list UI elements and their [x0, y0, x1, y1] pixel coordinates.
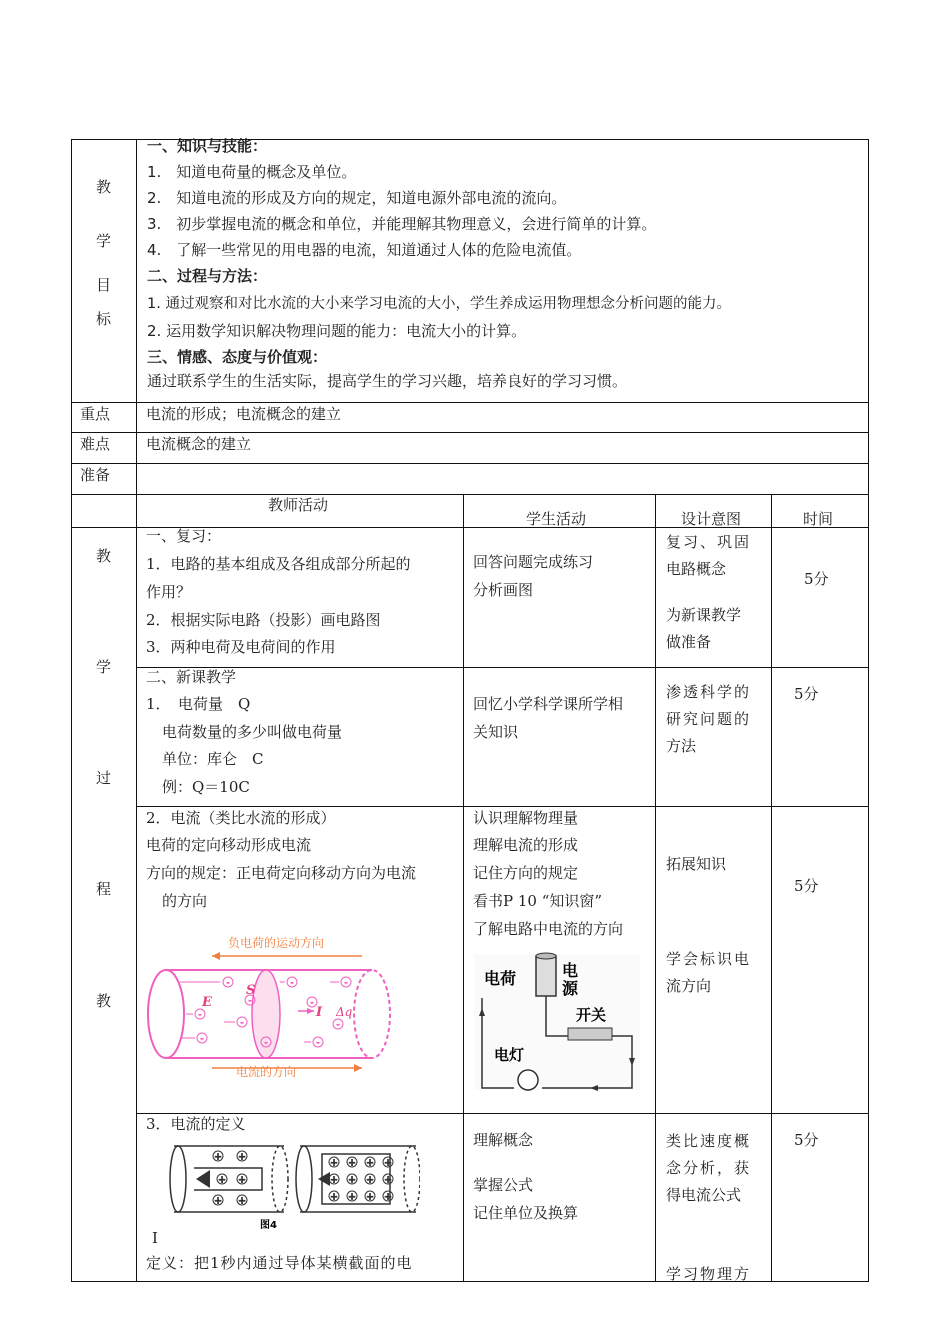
positive-charge: +: [330, 1158, 338, 1169]
student-line: 看书P 10 “知识窗”: [473, 892, 603, 910]
positive-charge: +: [348, 1192, 356, 1203]
positive-charge: +: [348, 1158, 356, 1169]
positive-charge: +: [366, 1175, 374, 1186]
design-line: 渗透科学的: [666, 683, 752, 701]
positive-charge: +: [366, 1158, 374, 1169]
design-line: 念分析，获: [666, 1159, 752, 1177]
positive-charge: +: [214, 1196, 222, 1207]
knowledge-item: 1. 知道电荷量的概念及单位。: [147, 163, 357, 181]
design-line: 做准备: [666, 633, 712, 651]
teacher-line: 1． 电荷量 Q: [146, 695, 251, 713]
teacher-line: 单位：库仑 C: [162, 750, 264, 768]
negative-charge: -: [198, 1010, 202, 1019]
positive-charge: +: [384, 1158, 392, 1169]
student-line: 分析画图: [473, 581, 534, 599]
teacher-line: 定义：把1秒内通过导体某横截面的电: [146, 1254, 413, 1272]
time-value: 5分: [794, 877, 819, 895]
student-line: 回忆小学科学课所学相: [473, 695, 624, 713]
design-line: 方法: [666, 737, 697, 755]
charge-flow-diagram: [166, 1140, 420, 1232]
label-dq: Δq: [336, 1005, 353, 1019]
label-power-1: 电: [562, 961, 579, 980]
objectives-side-char-4: 标: [96, 310, 112, 328]
design-line: 流方向: [666, 977, 712, 995]
negative-charge: -: [248, 996, 252, 1005]
figure-caption: 图4: [260, 1220, 277, 1231]
label-switch: 开关: [576, 1006, 607, 1024]
positive-charge: +: [218, 1175, 226, 1186]
student-line: 回答问题完成练习: [473, 553, 594, 571]
teacher-line: 方向的规定：正电荷定向移动方向为电流: [146, 864, 417, 882]
label-power-2: 源: [562, 979, 579, 998]
positive-charge: +: [384, 1192, 392, 1203]
objectives-side-char-1: 教: [96, 178, 112, 196]
preparation-label: 准备: [80, 466, 111, 484]
student-line: 记住单位及换算: [473, 1204, 579, 1222]
positive-charge: +: [238, 1152, 246, 1163]
header-time: 时间: [803, 510, 834, 528]
teacher-line: 电荷的定向移动形成电流: [146, 836, 312, 854]
knowledge-item: 4. 了解一些常见的用电器的电流，知道通过人体的危险电流值。: [147, 241, 582, 259]
label-lamp: 电灯: [494, 1046, 525, 1064]
attitude-text: 通过联系学生的生活实际，提高学生的学习兴趣，培养良好的学习习惯。: [147, 372, 628, 390]
difficulty-value: 电流概念的建立: [146, 435, 252, 453]
knowledge-item: 3. 初步掌握电流的概念和单位，并能理解其物理意义，会进行简单的计算。: [147, 215, 657, 233]
circuit-diagram: [472, 948, 644, 1096]
positive-charge: +: [330, 1175, 338, 1186]
negative-charge: -: [336, 1020, 340, 1029]
process-side-char-5: 教: [96, 992, 112, 1010]
negative-charge: -: [240, 1018, 244, 1027]
process-side-char-4: 程: [96, 880, 112, 898]
teacher-line: 2．根据实际电路（投影）画电路图: [146, 611, 381, 629]
student-line: 理解电流的形成: [473, 836, 579, 854]
positive-charge: +: [214, 1152, 222, 1163]
process-side-char-3: 过: [96, 769, 112, 787]
positive-charge: +: [330, 1192, 338, 1203]
student-line: 记住方向的规定: [473, 864, 579, 882]
positive-charge: +: [238, 1196, 246, 1207]
process-item: 1. 通过观察和对比水流的大小来学习电流的大小，学生养成运用物理想念分析问题的能力。: [147, 296, 731, 312]
negative-charge: -: [344, 978, 348, 987]
negative-charge: -: [200, 1034, 204, 1043]
negative-charge: -: [290, 978, 294, 987]
teacher-line: 的方向: [162, 892, 208, 910]
knowledge-heading: 一、知识与技能：: [147, 137, 268, 155]
student-line: 掌握公式: [473, 1176, 534, 1194]
student-line: 理解概念: [473, 1131, 534, 1149]
design-line: 得电流公式: [666, 1186, 742, 1204]
header-teacher: 教师活动: [268, 496, 329, 514]
negative-charge: -: [226, 978, 230, 987]
label-S: S: [246, 983, 256, 998]
teacher-line: 3．两种电荷及电荷间的作用: [146, 638, 336, 656]
time-value: 5分: [804, 570, 829, 588]
header-design: 设计意图: [681, 510, 742, 528]
design-line: 为新课教学: [666, 606, 742, 624]
knowledge-item: 2. 知道电流的形成及方向的规定，知道电源外部电流的流向。: [147, 189, 567, 207]
teacher-line: 一、复习：: [146, 527, 222, 545]
positive-charge: +: [348, 1175, 356, 1186]
difficulty-label: 难点: [80, 435, 111, 453]
process-heading: 二、过程与方法：: [147, 267, 268, 285]
design-line: 研究问题的: [666, 710, 752, 728]
time-value: 5分: [794, 685, 819, 703]
current-direction-diagram: [140, 930, 456, 1080]
time-value: 5分: [794, 1131, 819, 1149]
key-point-label: 重点: [80, 405, 111, 423]
teacher-line: 电荷数量的多少叫做电荷量: [162, 723, 343, 741]
objectives-side-char-3: 目: [96, 276, 112, 294]
teacher-line: 2．电流（类比水流的形成）: [146, 809, 336, 827]
teacher-line: 3．电流的定义: [146, 1115, 246, 1133]
label-E: E: [202, 995, 212, 1010]
design-line: 复习、巩固: [666, 533, 752, 551]
teacher-line: 例：Q＝10C: [162, 778, 250, 796]
student-line: 认识理解物理量: [473, 809, 579, 827]
design-line: 学习物理方: [666, 1265, 752, 1283]
design-line: 学会标识电: [666, 950, 752, 968]
process-item: 2. 运用数学知识解决物理问题的能力：电流大小的计算。: [147, 322, 527, 340]
negative-charge: -: [316, 1038, 320, 1047]
diagram-top-label: 负电荷的运动方向: [228, 936, 325, 950]
design-line: 类比速度概: [666, 1132, 752, 1150]
design-line: 拓展知识: [666, 855, 727, 873]
objectives-side-char-2: 学: [96, 232, 112, 250]
process-side-char-1: 教: [96, 547, 112, 565]
student-line: 关知识: [473, 723, 519, 741]
teacher-line: I: [152, 1229, 158, 1247]
label-I: I: [316, 1005, 323, 1020]
teacher-line: 作用？: [146, 583, 192, 601]
positive-charge: +: [384, 1175, 392, 1186]
label-charge: 电荷: [484, 969, 517, 988]
negative-charge: -: [264, 1038, 268, 1047]
design-line: 电路概念: [666, 560, 727, 578]
header-student: 学生活动: [526, 510, 587, 528]
positive-charge: +: [366, 1192, 374, 1203]
teacher-line: 二、新课教学: [146, 668, 237, 686]
process-side-char-2: 学: [96, 658, 112, 676]
teacher-line: 1．电路的基本组成及各组成部分所起的: [146, 555, 411, 573]
diagram-bottom-label: 电流的方向: [236, 1065, 297, 1079]
positive-charge: +: [238, 1175, 246, 1186]
negative-charge: -: [310, 998, 314, 1007]
key-point-value: 电流的形成；电流概念的建立: [146, 405, 342, 423]
student-line: 了解电路中电流的方向: [473, 920, 624, 938]
attitude-heading: 三、情感、态度与价值观：: [147, 348, 328, 366]
